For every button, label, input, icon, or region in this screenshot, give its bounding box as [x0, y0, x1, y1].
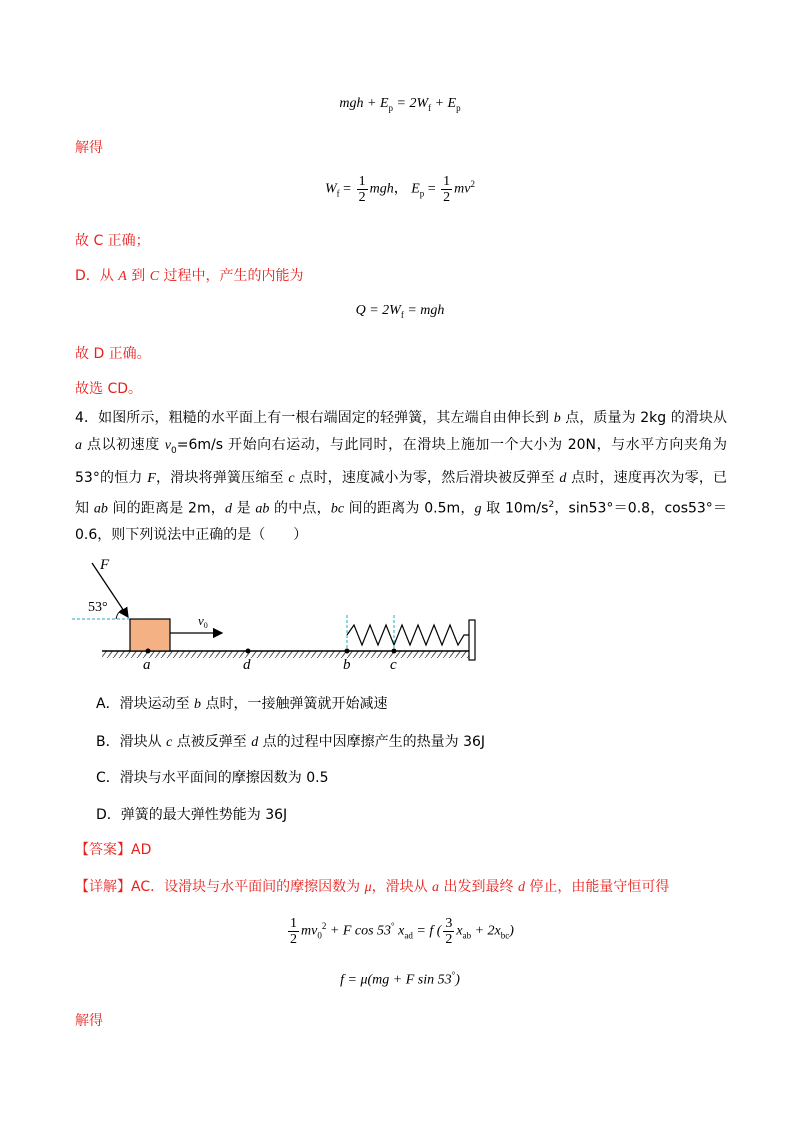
angle-arc — [116, 609, 123, 619]
d-option-text: D．从 A 到 C 过程中，产生的内能为 — [75, 268, 304, 284]
c-correct-text: 故 C 正确； — [75, 233, 150, 249]
point-d — [246, 649, 251, 654]
solve-label: 解得 — [75, 140, 103, 156]
option-a: A．滑块运动至 b 点时，一接触弹簧就开始减速 — [96, 696, 388, 712]
solve-label-2: 解得 — [75, 1013, 103, 1029]
option-b: B．滑块从 c 点被反弹至 d 点的过程中因摩擦产生的热量为 36J — [96, 734, 486, 750]
d-correct-text: 故 D 正确。 — [75, 346, 151, 362]
label-f: F — [100, 557, 110, 573]
ground-hatching — [102, 651, 472, 658]
label-v: $v_0$ — [198, 613, 208, 630]
label-c: c — [390, 657, 397, 673]
option-d: D．弹簧的最大弹性势能为 36J — [96, 807, 288, 823]
detail-text: 【详解】AC．设滑块与水平面间的摩擦因数为 μ，滑块从 a 出发到最终 d 停止，由能量守恒可得 — [75, 879, 670, 895]
point-b — [345, 649, 350, 654]
equation-energy-conservation: $\frac{1}{2}$ $mv_0^2 + F$ cos 53° $x_{ad} = f$ ( $\frac{3}{2}$ $x_{ab} + 2x_{bc}$) — [290, 916, 514, 947]
physics-figure — [72, 553, 492, 678]
equation-q: $Q = 2W_f$ = mgh — [355, 303, 445, 320]
equation-friction: f = μ(mg + F sin 53°) — [340, 970, 460, 988]
label-b: b — [343, 657, 351, 673]
wall — [469, 620, 475, 660]
question-4-text: 4．如图所示，粗糙的水平面上有一根右端固定的轻弹簧，其左端自由伸长到 b 点，质量为 2kg 的滑块从 a 点以初速度 $v_0=6m/s$ 开始向右运动，与此同时，在滑块上施加一个大小为 20N，与水平方向夹角为53°的恒力 F，滑块将弹簧压缩至 c 点时，速度减小为零，然后滑块被反弹至 d 点时，速度再次为零，已知 ab 间的距离是 2m，d 是 ab 的中点，bc 间的距离为 0.5m，g 取 $10m/s^2$，sin53°＝0.8，cos53°＝0.6，则下列说法中正确的是（ ） — [75, 410, 728, 544]
slider-block — [130, 619, 170, 651]
equation-wf-ep: $W_f$ = $\frac{1}{2}$ mgh， $E_p$ = $\frac{1}{2}$ $mv^2$ — [325, 174, 475, 205]
label-a: a — [143, 657, 151, 673]
choice-conclusion: 故选 CD。 — [75, 381, 143, 397]
answer-text: 【答案】AD — [75, 842, 152, 858]
equation-energy-balance: mgh + $E_p = 2W_f + E_p$ — [339, 96, 461, 113]
label-angle: 53° — [88, 600, 108, 615]
spring — [347, 625, 469, 645]
point-a — [146, 649, 151, 654]
point-c — [392, 649, 397, 654]
label-d: d — [243, 657, 251, 673]
option-c: C．滑块与水平面间的摩擦因数为 0.5 — [96, 770, 329, 786]
